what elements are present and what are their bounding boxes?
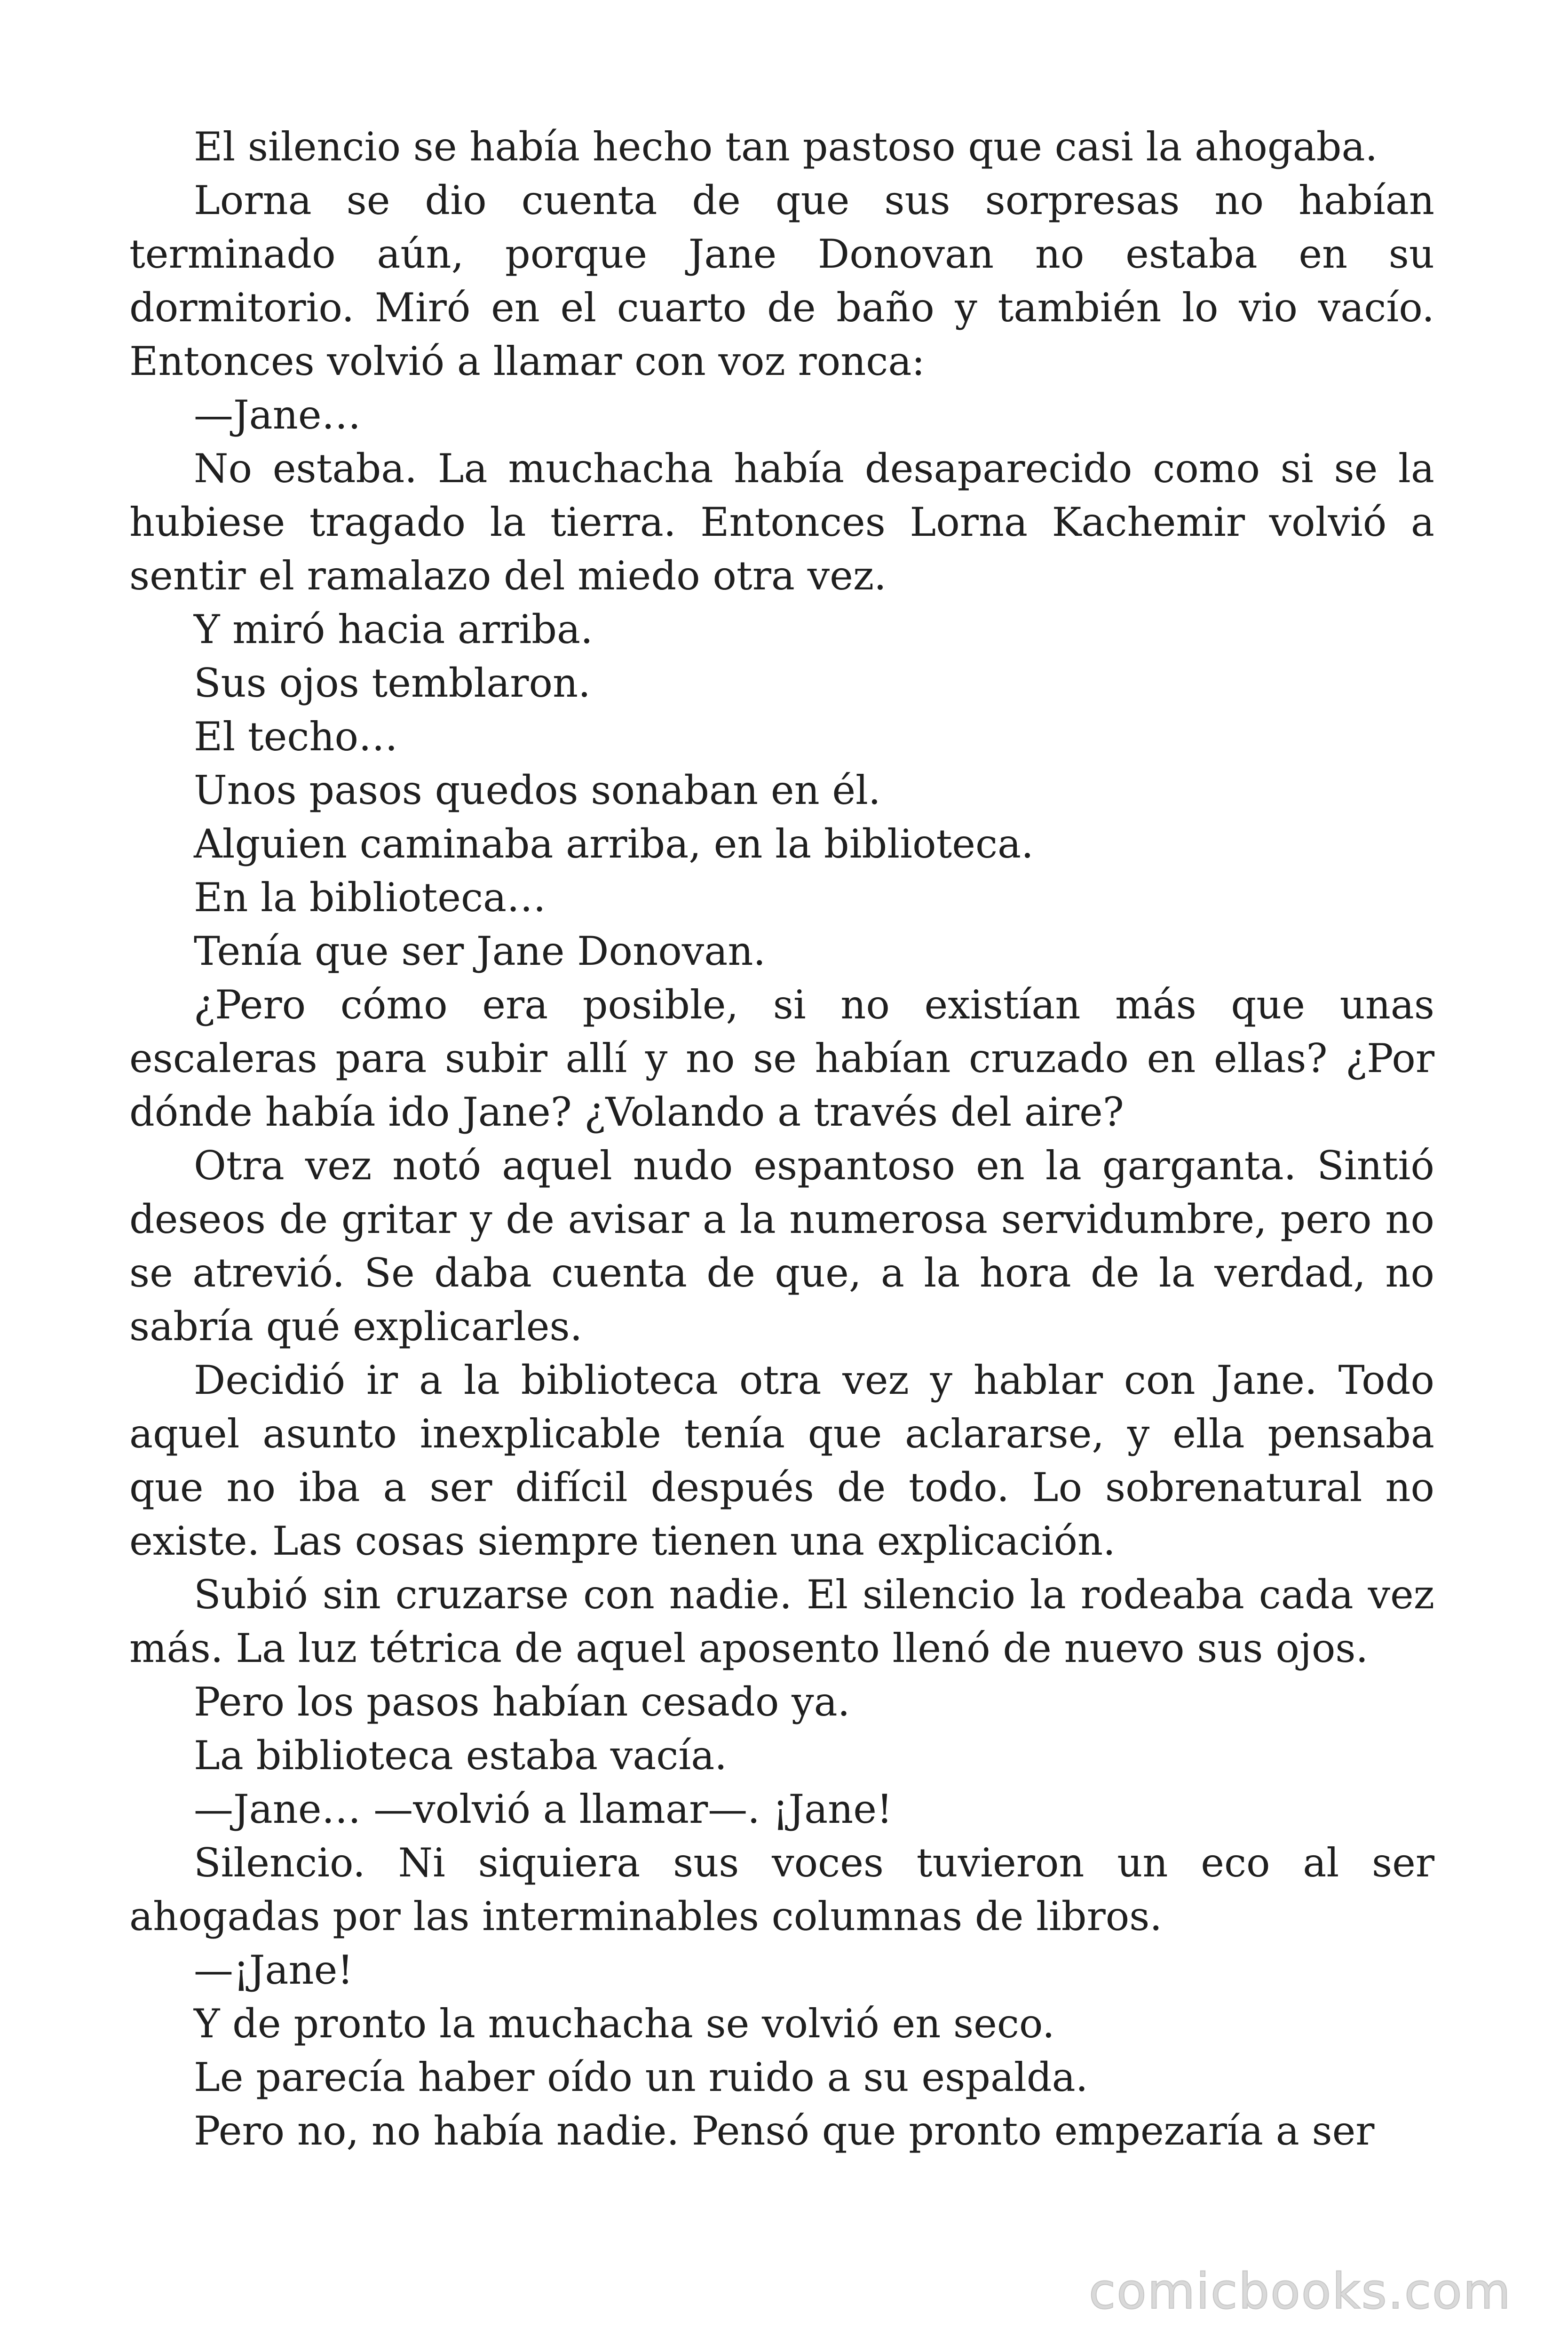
paragraph: —¡Jane! [194, 1947, 354, 1993]
paragraph: Unos pasos quedos sonaban en él. [194, 767, 881, 813]
paragraph: Subió sin cruzarse con nadie. El silencio la rodeaba cada vez más. La luz tétrica de aquel aposento llenó de nuevo sus ojos. [129, 1572, 1434, 1671]
paragraph: —Jane… [194, 392, 361, 438]
paragraph: —Jane… —volvió a llamar—. ¡Jane! [194, 1786, 893, 1832]
paragraph: Lorna se dio cuenta de que sus sorpresas no habían terminado aún, porque Jane Donovan no estaba en su dormitorio. Miró en el cuarto de baño y también lo vio vacío. Entonces volvió a llamar con voz ronca: [129, 177, 1434, 384]
paragraph: En la biblioteca… [194, 874, 546, 921]
paragraph: La biblioteca estaba vacía. [194, 1732, 727, 1779]
paragraph: Tenía que ser Jane Donovan. [194, 928, 766, 974]
paragraph: ¿Pero cómo era posible, si no existían más que unas escaleras para subir allí y no se habían cruzado en ellas? ¿Por dónde había ido Jane? ¿Volando a través del aire? [129, 982, 1434, 1135]
paragraph: Otra vez notó aquel nudo espantoso en la garganta. Sintió deseos de gritar y de avisar a la numerosa servidumbre, pero no se atrevió. Se daba cuenta de que, a la hora de la verdad, no sabría qué explicarles. [129, 1143, 1434, 1350]
paragraph: Pero los pasos habían cesado ya. [194, 1679, 850, 1725]
paragraph: Sus ojos temblaron. [194, 660, 591, 706]
paragraph: Silencio. Ni siquiera sus voces tuvieron un eco al ser ahogadas por las interminables columnas de libros. [129, 1840, 1434, 1939]
paragraph: El silencio se había hecho tan pastoso que casi la ahogaba. [194, 124, 1378, 170]
paragraph: Pero no, no había nadie. Pensó que pronto empezaría a ser [194, 2108, 1375, 2154]
paragraph: Le parecía haber oído un ruido a su espalda. [194, 2054, 1088, 2100]
paragraph: No estaba. La muchacha había desaparecido como si se la hubiese tragado la tierra. Entonces Lorna Kachemir volvió a sentir el ramalazo del miedo otra vez. [129, 445, 1434, 599]
paragraph: Y miró hacia arriba. [194, 606, 593, 652]
watermark: comicbooks.com [1088, 2263, 1512, 2320]
paragraph: El techo… [194, 714, 398, 760]
page-text [129, 120, 1434, 2158]
paragraph: Alguien caminaba arriba, en la biblioteca. [194, 821, 1034, 867]
paragraph: Decidió ir a la biblioteca otra vez y hablar con Jane. Todo aquel asunto inexplicable tenía que aclararse, y ella pensaba que no iba a ser difícil después de todo. Lo sobrenatural no existe. Las cosas siempre tienen una explicación. [129, 1357, 1434, 1564]
paragraph: Y de pronto la muchacha se volvió en seco. [194, 2001, 1055, 2047]
